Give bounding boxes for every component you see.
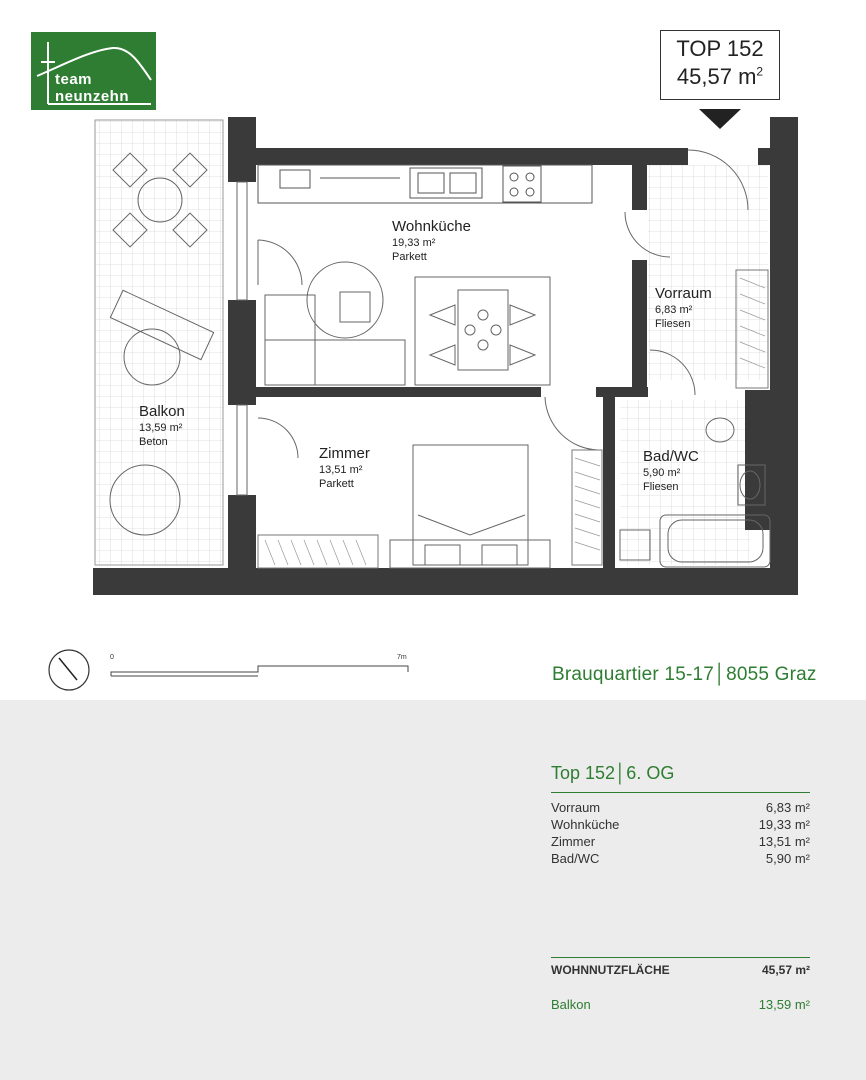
summary-row: Wohnküche 19,33 m² [551,817,810,832]
scale-bar [110,662,410,678]
summary-panel [0,700,866,1080]
address: Brauquartier 15-17│8055 Graz [552,664,817,685]
bed [390,445,550,568]
balcony-floor [95,120,223,565]
scale-end: 7m [397,654,407,661]
vorraum-floor [648,165,768,380]
divider [551,792,810,793]
room-zimmer: Zimmer 13,51 m² Parkett [319,445,370,490]
logo-text-team: team [55,71,93,88]
unit-number: TOP 152 [676,36,764,61]
north-arrow-icon [59,658,77,680]
logo-text-neunzehn: neunzehn [55,88,129,105]
room-balkon: Balkon 13,59 m² Beton [139,403,185,448]
floor-plan [0,110,866,610]
compass-icon [45,648,95,693]
summary-row: Zimmer 13,51 m² [551,834,810,849]
balkon-row: Balkon 13,59 m² [551,997,810,1012]
room-vorraum: Vorraum 6,83 m² Fliesen [655,285,712,330]
company-logo [31,32,156,110]
living-furniture [265,262,550,385]
unit-area: 45,57 $m^2$ [676,64,764,89]
total-row: WOHNNUTZFLÄCHE 45,57 m² [551,963,810,977]
room-bad: Bad/WC 5,90 m² Fliesen [643,448,699,493]
room-wohnkueche: Wohnküche 19,33 m² Parkett [392,218,471,263]
unit-title: Top 152│6. OG [551,763,675,783]
summary-row: Bad/WC 5,90 m² [551,851,810,866]
summary-row: Vorraum 6,83 m² [551,800,810,815]
kitchen-counter [258,165,592,203]
divider [551,957,810,958]
unit-label-box [660,30,780,100]
scale-start: 0 [110,654,114,661]
